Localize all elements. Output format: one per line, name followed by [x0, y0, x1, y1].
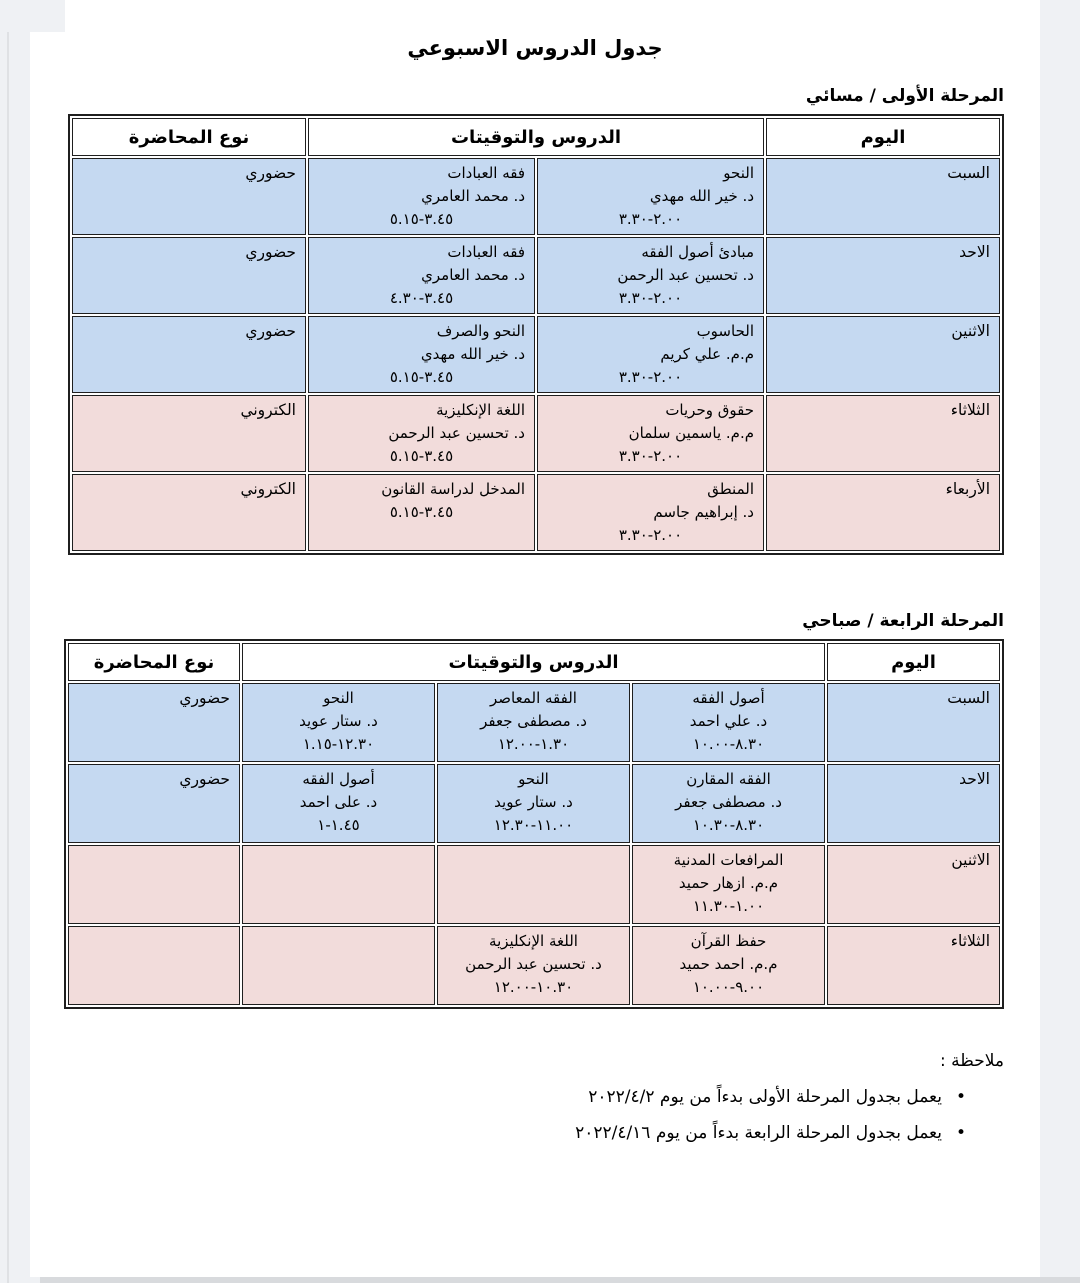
scan-edge-line [7, 0, 9, 1283]
lesson-cell [537, 158, 764, 235]
day-cell: الثلاثاء [766, 395, 1000, 472]
time-range: ٤.٣٠-٣.٤٥ [389, 289, 454, 307]
course-name: الفقه المعاصر [490, 689, 577, 707]
time-range: ١١.٣٠-١.٠٠ [692, 897, 765, 915]
page-title: جدول الدروس الاسبوعي [407, 36, 663, 60]
schedule-table [68, 114, 1004, 555]
schedule-section [30, 86, 1040, 555]
course-name: اللغة الإنكليزية [436, 401, 525, 419]
time-range: ٥.١٥-٣.٤٥ [389, 368, 454, 386]
header-row [68, 643, 1000, 681]
table-row [72, 395, 1000, 472]
lesson-cell [308, 158, 535, 235]
time-range: ٣.٣٠-٢.٠٠ [618, 526, 683, 544]
course-name: الحاسوب [696, 322, 754, 340]
header-lessons: الدروس والتوقيتات [242, 643, 825, 681]
teacher-name: د. تحسين عبد الرحمن [617, 266, 754, 284]
time-range: ٣.٣٠-٢.٠٠ [618, 368, 683, 386]
lesson-cell [632, 683, 825, 762]
table-row [72, 237, 1000, 314]
lecture-type-cell: الكتروني [72, 395, 306, 472]
time-range: ١٢.٠٠-١.٣٠ [497, 735, 570, 753]
teacher-name: م.م. ياسمين سلمان [628, 424, 754, 442]
course-name: فقه العبادات [447, 243, 525, 261]
course-name: النحو [518, 770, 549, 788]
course-name: اللغة الإنكليزية [489, 932, 578, 950]
time-range: ٥.١٥-٣.٤٥ [389, 447, 454, 465]
teacher-name: د. محمد العامري [421, 266, 525, 284]
teacher-name: د. ستار عويد [299, 712, 378, 730]
table-row [68, 845, 1000, 924]
teacher-name: د. محمد العامري [421, 187, 525, 205]
lesson-cell [308, 474, 535, 551]
teacher-name: د. خير الله مهدي [420, 345, 525, 363]
lesson-cell [537, 395, 764, 472]
lesson-cell [308, 237, 535, 314]
header-type: نوع المحاضرة [68, 643, 240, 681]
tables-host [30, 86, 1040, 1009]
page-bottom-shadow [40, 1277, 1080, 1283]
day-cell: الاثنين [766, 316, 1000, 393]
lecture-type-cell: الكتروني [72, 474, 306, 551]
course-name: فقه العبادات [447, 164, 525, 182]
course-name: مبادئ أصول الفقه [641, 243, 754, 261]
time-range: ١٠.٣٠-٨.٣٠ [692, 816, 765, 834]
section-title: المرحلة الرابعة / صباحي [802, 611, 1004, 631]
day-cell: الاحد [827, 764, 1000, 843]
course-name: حقوق وحريات [665, 401, 754, 419]
table-row [68, 926, 1000, 1005]
table-row [72, 316, 1000, 393]
teacher-name: د. خير الله مهدي [649, 187, 754, 205]
course-name: أصول الفقه [692, 689, 765, 707]
lecture-type-cell: حضوري [68, 764, 240, 843]
time-range: ٥.١٥-٣.٤٥ [389, 503, 454, 521]
lesson-cell [437, 683, 630, 762]
document-page [30, 0, 1040, 1277]
lecture-type-cell [68, 926, 240, 1005]
lesson-cell [308, 316, 535, 393]
lesson-cell [242, 845, 435, 924]
header-lessons: الدروس والتوقيتات [308, 118, 764, 156]
course-name: أصول الفقه [302, 770, 375, 788]
day-cell: السبت [766, 158, 1000, 235]
lesson-cell [632, 845, 825, 924]
lesson-cell [437, 764, 630, 843]
teacher-name: د. مصطفى جعفر [675, 793, 782, 811]
day-cell: الثلاثاء [827, 926, 1000, 1005]
lesson-cell [242, 926, 435, 1005]
teacher-name: د. إبراهيم جاسم [653, 503, 754, 521]
lecture-type-cell: حضوري [68, 683, 240, 762]
bullet-icon: • [955, 1087, 966, 1107]
course-name: النحو والصرف [436, 322, 525, 340]
header-row [72, 118, 1000, 156]
teacher-name: د. ستار عويد [494, 793, 573, 811]
course-name: المنطق [707, 480, 754, 498]
lesson-cell [242, 683, 435, 762]
lecture-type-cell: حضوري [72, 158, 306, 235]
scan-corner-notch [0, 0, 65, 32]
note-text: يعمل بجدول المرحلة الأولى بدءاً من يوم ٢٠٢٢/٤/٢ [588, 1087, 942, 1107]
schedule-section [30, 611, 1040, 1009]
notes-block [30, 1051, 1004, 1143]
header-day: اليوم [766, 118, 1000, 156]
time-range: ١-١.٤٥ [317, 816, 360, 834]
table-row [68, 683, 1000, 762]
lesson-cell [537, 474, 764, 551]
time-range: ٣.٣٠-٢.٠٠ [618, 289, 683, 307]
header-day: اليوم [827, 643, 1000, 681]
lecture-type-cell: حضوري [72, 316, 306, 393]
lesson-cell [437, 926, 630, 1005]
note-text: يعمل بجدول المرحلة الرابعة بدءاً من يوم ٢٠٢٢/٤/١٦ [575, 1123, 942, 1143]
time-range: ١٢.٣٠-١١.٠٠ [493, 816, 574, 834]
table-row [68, 764, 1000, 843]
course-name: المرافعات المدنية [673, 851, 784, 869]
teacher-name: د. على احمد [299, 793, 378, 811]
teacher-name: م.م. علي كريم [660, 345, 754, 363]
teacher-name: م.م. ازهار حميد [678, 874, 779, 892]
course-name: النحو [323, 689, 354, 707]
time-range: ١٠.٠٠-٩.٠٠ [692, 978, 765, 996]
note-item [30, 1087, 966, 1107]
lecture-type-cell [68, 845, 240, 924]
note-item [30, 1123, 966, 1143]
teacher-name: د. تحسين عبد الرحمن [388, 424, 525, 442]
course-name: المدخل لدراسة القانون [381, 480, 525, 498]
day-cell: الاثنين [827, 845, 1000, 924]
teacher-name: د. تحسين عبد الرحمن [465, 955, 602, 973]
header-type: نوع المحاضرة [72, 118, 306, 156]
teacher-name: د. علي احمد [689, 712, 768, 730]
lesson-cell [632, 764, 825, 843]
time-range: ٣.٣٠-٢.٠٠ [618, 447, 683, 465]
table-row [72, 158, 1000, 235]
lesson-cell [308, 395, 535, 472]
lesson-cell [437, 845, 630, 924]
table-row [72, 474, 1000, 551]
section-title: المرحلة الأولى / مسائي [805, 86, 1004, 106]
course-name: حفظ القرآن [690, 932, 767, 950]
lesson-cell [242, 764, 435, 843]
lesson-cell [537, 316, 764, 393]
teacher-name: د. مصطفى جعفر [480, 712, 587, 730]
day-cell: السبت [827, 683, 1000, 762]
time-range: ١٠.٠٠-٨.٣٠ [692, 735, 765, 753]
bullet-icon: • [955, 1123, 966, 1143]
time-range: ٣.٣٠-٢.٠٠ [618, 210, 683, 228]
schedule-table [64, 639, 1004, 1009]
day-cell: الأربعاء [766, 474, 1000, 551]
lecture-type-cell: حضوري [72, 237, 306, 314]
lesson-cell [632, 926, 825, 1005]
time-range: ٥.١٥-٣.٤٥ [389, 210, 454, 228]
course-name: الفقه المقارن [686, 770, 771, 788]
notes-heading: ملاحظة : [940, 1051, 1004, 1071]
lesson-cell [537, 237, 764, 314]
time-range: ١٢.٠٠-١٠.٣٠ [493, 978, 574, 996]
teacher-name: م.م. احمد حميد [679, 955, 778, 973]
course-name: النحو [723, 164, 754, 182]
time-range: ١.١٥-١٢.٣٠ [302, 735, 375, 753]
day-cell: الاحد [766, 237, 1000, 314]
